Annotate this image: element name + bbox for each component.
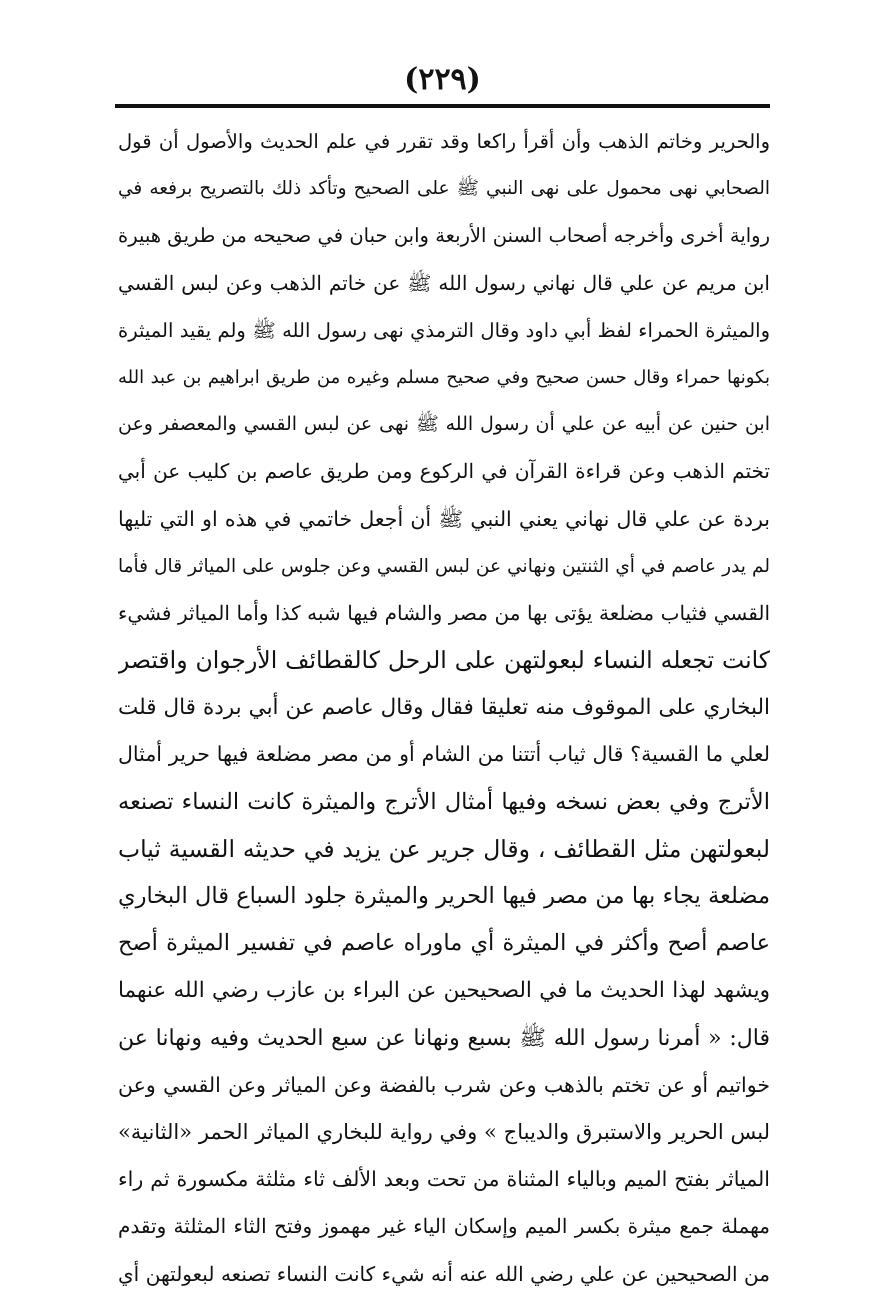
text-line-8: تختم الذهب وعن قراءة القرآن في الركوع ومن طريق عاصم بن كليب عن أبي [118, 459, 770, 484]
text-line-25: من الصحيحين عن علي رضي الله عنه أنه شيء كانت النساء تصنعه لبعولتهن أي [118, 1261, 770, 1286]
text-line-16: لبعولتهن مثل القطائف ، وقال جرير عن يزيد في حديثه القسية ثياب [118, 834, 770, 863]
text-line-2: الصحابي نهى محمول على نهى النبي ﷺ على الصحيح وتأكد ذلك بالتصريح برفعه في [118, 178, 770, 200]
text-line-24: مهملة جمع ميثرة بكسر الميم وإسكان الياء غير مهموز وفتح الثاء المثلثة وتقدم [118, 1214, 770, 1239]
text-line-23: المياثر بفتح الميم وبالياء المثناة من تحت وبعد الألف ثاء مثلثة مكسورة ثم راء [118, 1167, 770, 1192]
text-line-7: ابن حنين عن أبيه عن علي أن رسول الله ﷺ نهى عن لبس القسي والمعصفر وعن [118, 413, 770, 436]
text-line-15: الأترج وفي بعض نسخه وفيها أمثال الأترج والميثرة كانت النساء تصنعه [118, 788, 770, 815]
text-line-21: خواتيم أو عن تختم بالذهب وعن شرب بالفضة وعن المياثر وعن القسي وعن [118, 1072, 770, 1097]
page-number: (٢٢٩) [404, 62, 481, 97]
text-line-14: لعلي ما القسية؟ قال ثياب أتتنا من الشام أو من مصر مضلعة فيها حرير أمثال [118, 742, 770, 767]
text-line-4: ابن مريم عن علي قال نهاني رسول الله ﷺ عن خاتم الذهب وعن لبس القسي [118, 270, 770, 295]
header-rule [115, 104, 770, 108]
text-line-10: لم يدر عاصم في أي الثنتين ونهاني عن لبس القسي وعن جلوس على المياثر قال فأما [118, 555, 770, 577]
text-line-12: كانت تجعله النساء لبعولتهن على الرحل كالقطائف الأرجوان واقتصر [118, 646, 770, 675]
text-line-18: عاصم أصح وأكثر في الميثرة أي ماوراه عاصم في تفسير الميثرة أصح [118, 930, 770, 957]
text-line-19: ويشهد لهذا الحديث ما في الصحيحين عن البراء بن عازب رضي الله عنهما [118, 978, 770, 1004]
text-line-6: بكونها حمراء وقال حسن صحيح وفي صحيح مسلم وغيره من طريق ابراهيم بن عبد الله [118, 366, 770, 388]
text-line-17: مضلعة يجاء بها من مصر فيها الحرير والميثرة جلود السباع قال البخاري [118, 883, 770, 909]
text-line-11: القسي فثياب مضلعة يؤتى بها من مصر والشام فيها شبه كذا وأما المياثر فشيء [118, 600, 770, 625]
text-line-5: والميثرة الحمراء لفظ أبي داود وقال الترمذي نهى رسول الله ﷺ ولم يقيد الميثرة [118, 318, 770, 342]
body-text [118, 118, 770, 1298]
text-line-9: بردة عن علي قال نهاني يعني النبي ﷺ أن أجعل خاتمي في هذه او التي تليها [118, 506, 770, 531]
text-line-1: والحرير وخاتم الذهب وأن أقرأ راكعا وقد تقرر في علم الحديث والأصول أن قول [118, 130, 770, 153]
text-line-3: رواية أخرى وأخرجه أصحاب السنن الأربعة وابن حبان في صحيحه من طريق هبيرة [118, 224, 770, 248]
text-line-13: البخاري على الموقوف منه تعليقا فقال وقال عاصم عن أبي بردة قال قلت [118, 695, 770, 721]
text-line-20: قال: « أمرنا رسول الله ﷺ بسبع ونهانا عن سبع الحديث وفيه ونهانا عن [118, 1025, 770, 1051]
text-line-22: لبس الحرير والاستبرق والديباج » وفي رواية للبخاري المياثر الحمر «الثانية» [118, 1119, 770, 1144]
